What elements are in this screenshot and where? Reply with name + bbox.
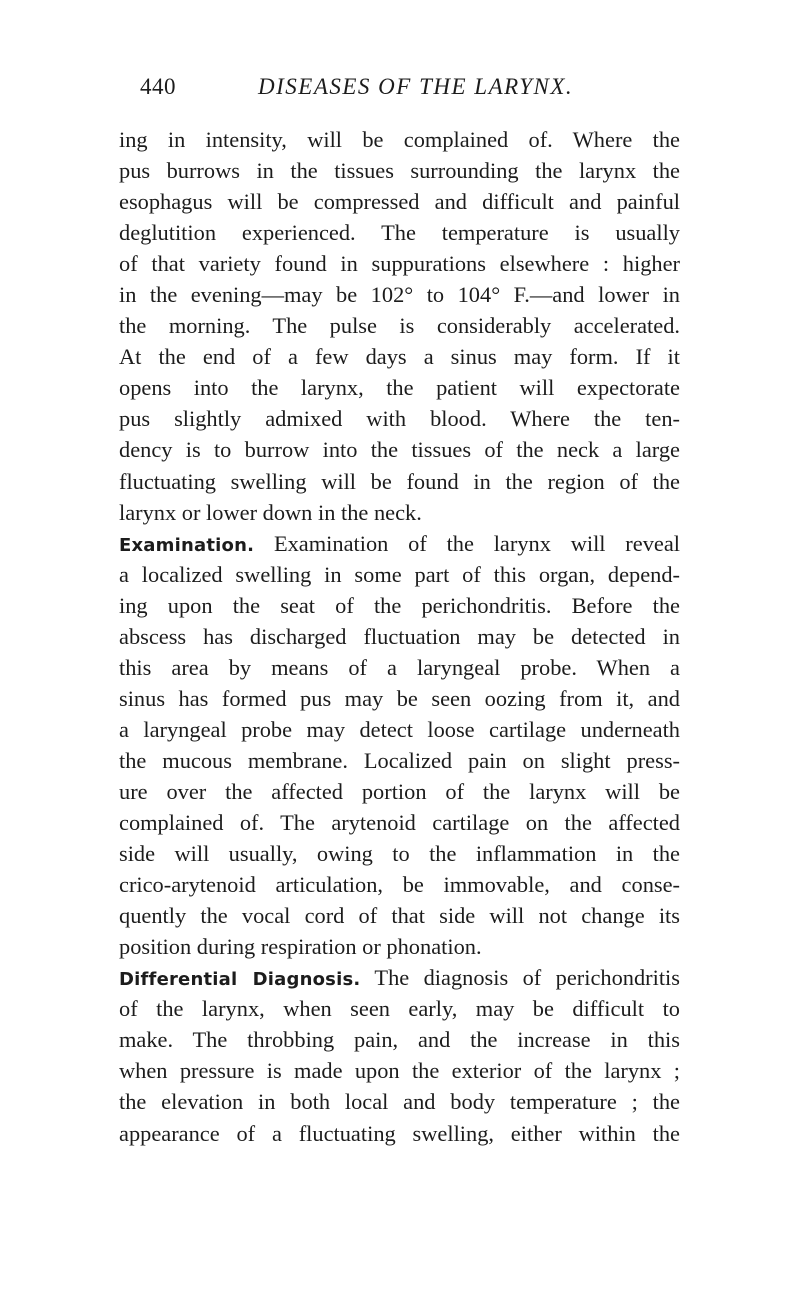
- text-line: a laryngeal probe may detect loose cartilage underneath: [119, 716, 680, 742]
- text-line: the mucous membrane. Localized pain on slight press-: [119, 747, 680, 773]
- text-line: of that variety found in suppurations elsewhere : higher: [119, 251, 680, 277]
- text-line: pus burrows in the tissues surrounding the larynx the: [119, 158, 680, 184]
- text-line: crico-arytenoid articulation, be immovable, and conse-: [119, 872, 680, 898]
- text-line: ing upon the seat of the perichondritis. Before the: [119, 592, 680, 618]
- text-line: At the end of a few days a sinus may form. If it: [119, 344, 680, 370]
- text-line: position during respiration or phonation.: [119, 934, 482, 960]
- text-line: when pressure is made upon the exterior of the larynx ;: [119, 1058, 680, 1084]
- text-line: esophagus will be compressed and difficult and painful: [119, 189, 680, 215]
- text-line: abscess has discharged fluctuation may be detected in: [119, 623, 680, 649]
- text-line: side will usually, owing to the inflammation in the: [119, 841, 680, 867]
- running-title: DISEASES OF THE LARYNX.: [258, 74, 574, 99]
- differential-diagnosis-heading: Differential Diagnosis.: [119, 969, 361, 991]
- text-line: this area by means of a laryngeal probe. When a: [119, 654, 680, 680]
- text-line: fluctuating swelling will be found in the region of the: [119, 468, 680, 494]
- text-line: appearance of a fluctuating swelling, either within the: [119, 1120, 680, 1146]
- examination-first-line: Examination of the larynx will reveal: [273, 530, 680, 556]
- text-line: pus slightly admixed with blood. Where the ten-: [119, 406, 680, 432]
- page-header: [140, 74, 640, 110]
- text-line: the elevation in both local and body temperature ; the: [119, 1089, 680, 1115]
- examination-heading: Examination.: [119, 534, 255, 556]
- paragraph-examination: [119, 528, 680, 963]
- paragraph-differential-diagnosis: [119, 962, 680, 1148]
- text-line: complained of. The arytenoid cartilage on the affected: [119, 810, 680, 836]
- text-line: [119, 528, 680, 559]
- body-text: [119, 124, 680, 1149]
- text-line: a localized swelling in some part of this organ, depend-: [119, 561, 680, 587]
- text-line: larynx or lower down in the neck.: [119, 499, 422, 525]
- text-line: opens into the larynx, the patient will expectorate: [119, 375, 680, 401]
- paragraph-1: [119, 124, 680, 528]
- text-line: ing in intensity, will be complained of. Where the: [119, 127, 680, 152]
- text-line: [119, 962, 680, 993]
- text-line: sinus has formed pus may be seen oozing from it, and: [119, 685, 680, 711]
- text-line: dency is to burrow into the tissues of the neck a large: [119, 437, 680, 463]
- text-line: in the evening—may be 102° to 104° F.—and lower in: [119, 282, 680, 308]
- diagnosis-first-line: The diagnosis of perichondritis: [374, 965, 680, 991]
- text-line: quently the vocal cord of that side will not change its: [119, 903, 680, 929]
- text-line: deglutition experienced. The temperature is usually: [119, 220, 680, 246]
- text-line: ure over the affected portion of the larynx will be: [119, 778, 680, 804]
- page-number: 440: [140, 74, 176, 99]
- text-line: make. The throbbing pain, and the increase in this: [119, 1027, 680, 1053]
- text-line: of the larynx, when seen early, may be difficult to: [119, 996, 680, 1022]
- text-line: the morning. The pulse is considerably accelerated.: [119, 313, 680, 339]
